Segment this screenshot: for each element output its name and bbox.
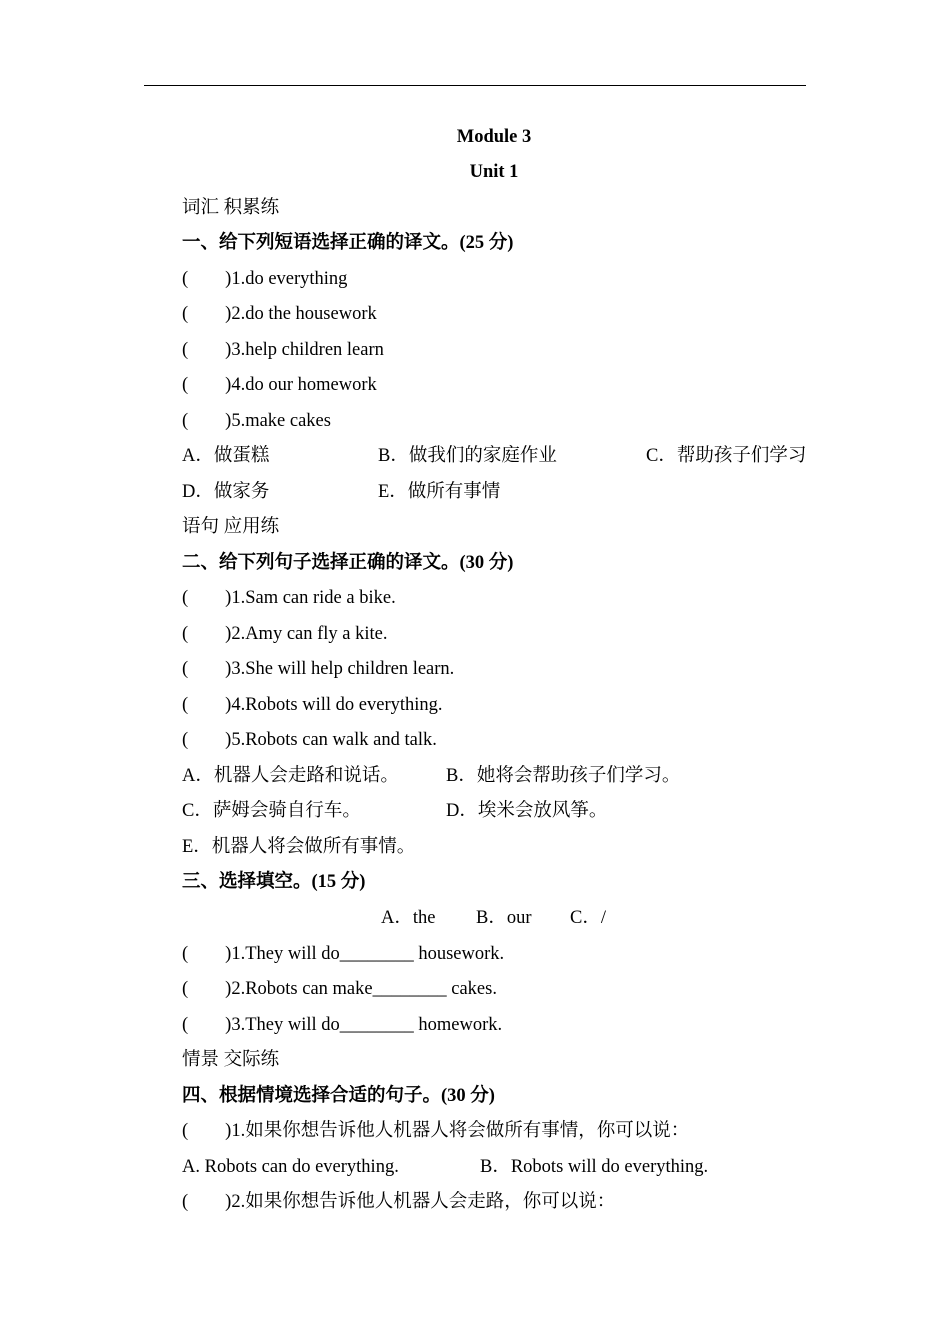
s2-option-e: E．机器人将会做所有事情。 [182, 837, 416, 857]
s3-option-c: C．/ [570, 908, 606, 928]
s4-q1-option-b: B．Robots will do everything. [480, 1157, 709, 1177]
s1-option-a: A．做蛋糕 [182, 446, 270, 466]
s3-item-3: ( )3.They will do________ homework. [182, 1015, 503, 1035]
s3-option-a: A．the [381, 908, 436, 928]
s1-item-1: ( )1.do everything [182, 269, 348, 289]
s4-question-2: ( )2.如果你想告诉他人机器人会走路，你可以说： [182, 1192, 616, 1212]
s2-item-2: ( )2.Amy can fly a kite. [182, 624, 388, 644]
s1-option-e: E．做所有事情 [378, 482, 501, 502]
s2-item-4: ( )4.Robots will do everything. [182, 695, 443, 715]
s3-item-2: ( )2.Robots can make________ cakes. [182, 979, 497, 999]
s4-q1-option-a: A. Robots can do everything. [182, 1157, 399, 1177]
s2-item-5: ( )5.Robots can walk and talk. [182, 730, 437, 750]
s1-item-4: ( )4.do our homework [182, 375, 377, 395]
s1-option-c: C．帮助孩子们学习 [646, 446, 807, 466]
section-3-title: 三、选择填空。(15 分) [182, 872, 366, 892]
category-situation: 情景 交际练 [182, 1050, 280, 1070]
s1-option-d: D．做家务 [182, 482, 270, 502]
s1-option-b: B．做我们的家庭作业 [378, 446, 557, 466]
s3-option-b: B．our [476, 908, 532, 928]
s2-option-c: C．萨姆会骑自行车。 [182, 801, 361, 821]
section-1-title: 一、给下列短语选择正确的译文。(25 分) [182, 233, 514, 253]
s3-item-1: ( )1.They will do________ housework. [182, 944, 505, 964]
s2-item-1: ( )1.Sam can ride a bike. [182, 588, 396, 608]
s4-question-1: ( )1.如果你想告诉他人机器人将会做所有事情，你可以说： [182, 1121, 690, 1141]
s2-option-b: B．她将会帮助孩子们学习。 [446, 766, 681, 786]
s1-item-2: ( )2.do the housework [182, 304, 377, 324]
s1-item-5: ( )5.make cakes [182, 411, 331, 431]
s2-option-a: A．机器人会走路和说话。 [182, 766, 399, 786]
category-vocabulary: 词汇 积累练 [182, 198, 280, 218]
s2-item-3: ( )3.She will help children learn. [182, 659, 455, 679]
s2-option-d: D．埃米会放风筝。 [446, 801, 608, 821]
section-4-title: 四、根据情境选择合适的句子。(30 分) [182, 1086, 495, 1106]
module-title: Module 3 [456, 127, 532, 147]
s1-item-3: ( )3.help children learn [182, 340, 384, 360]
category-sentence: 语句 应用练 [182, 517, 280, 537]
header-rule [144, 85, 806, 86]
section-2-title: 二、给下列句子选择正确的译文。(30 分) [182, 553, 514, 573]
unit-title: Unit 1 [469, 162, 519, 182]
